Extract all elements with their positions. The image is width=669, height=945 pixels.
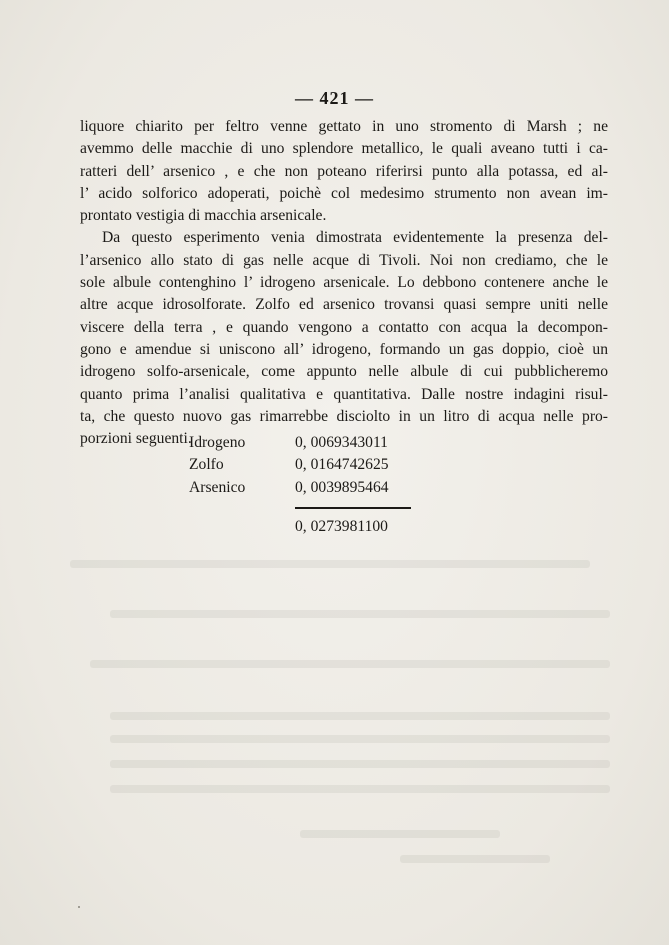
text-line: prontato vestigia di macchia arsenicale.: [80, 207, 327, 225]
total-value: 0, 0273981100: [295, 518, 388, 535]
element-value: 0, 0069343011: [295, 434, 388, 451]
element-value: 0, 0164742625: [295, 456, 389, 474]
text-line: l’arsenico allo stato di gas nelle acque di Tivoli. Noi non crediamo, che le: [80, 251, 608, 269]
text-line: liquore chiarito per feltro venne gettato in uno stromento di Marsh ; ne: [80, 118, 608, 135]
text-line: sole albule contenghino l’ idrogeno arsenicale. Lo debbono contenere anche le: [80, 274, 608, 292]
paragraph-2: [80, 227, 608, 450]
text-line: gono e amendue si uniscono all’ idrogeno, formando un gas doppio, cioè un: [80, 340, 608, 358]
element-value: 0, 0039895464: [295, 478, 389, 496]
show-through: [70, 560, 590, 568]
text-line: quanto prima l’analisi qualitativa e quantitativa. Dalle nostre indagini risul-: [80, 385, 608, 403]
show-through: [110, 610, 610, 618]
element-name: Idrogeno: [189, 434, 246, 451]
show-through: [110, 735, 610, 743]
sum-rule: [295, 507, 411, 509]
paragraph-1: [80, 116, 608, 227]
text-line: porzioni seguenti.: [80, 430, 192, 448]
element-name: Arsenico: [189, 478, 246, 496]
text-line: ratteri dell’ arsenico , e che non poteano riferirsi punto alla potassa, ed al-: [80, 162, 608, 180]
text-line: avemmo delle macchie di uno splendore metallico, le quali aveano tutti i ca-: [80, 140, 608, 158]
text-line: idrogeno solfo-arsenicale, come appunto nelle albule di cui pubblicheremo: [80, 363, 608, 381]
element-name: Zolfo: [189, 456, 224, 474]
show-through: [110, 785, 610, 793]
show-through: [110, 712, 610, 720]
show-through: [400, 855, 550, 863]
page-number: — 421 —: [295, 88, 374, 108]
show-through: [300, 830, 500, 838]
show-through: [110, 760, 610, 768]
text-line: Da questo esperimento venia dimostrata evidentemente la presenza del-: [102, 229, 608, 247]
text-line: altre acque idrosolforate. Zolfo ed arsenico trovansi quasi sempre uniti nelle: [80, 296, 608, 314]
paper-speck: [78, 906, 80, 908]
text-line: ta, che questo nuovo gas rimarrebbe disciolto in un litro di acqua nelle pro-: [80, 407, 608, 425]
body-text: [80, 116, 608, 450]
text-line: viscere della terra , e quando vengono a contatto con acqua la decompon-: [80, 318, 608, 336]
show-through: [90, 660, 610, 668]
text-line: l’ acido solforico adoperati, poichè col medesimo strumento non avean im-: [80, 184, 608, 202]
